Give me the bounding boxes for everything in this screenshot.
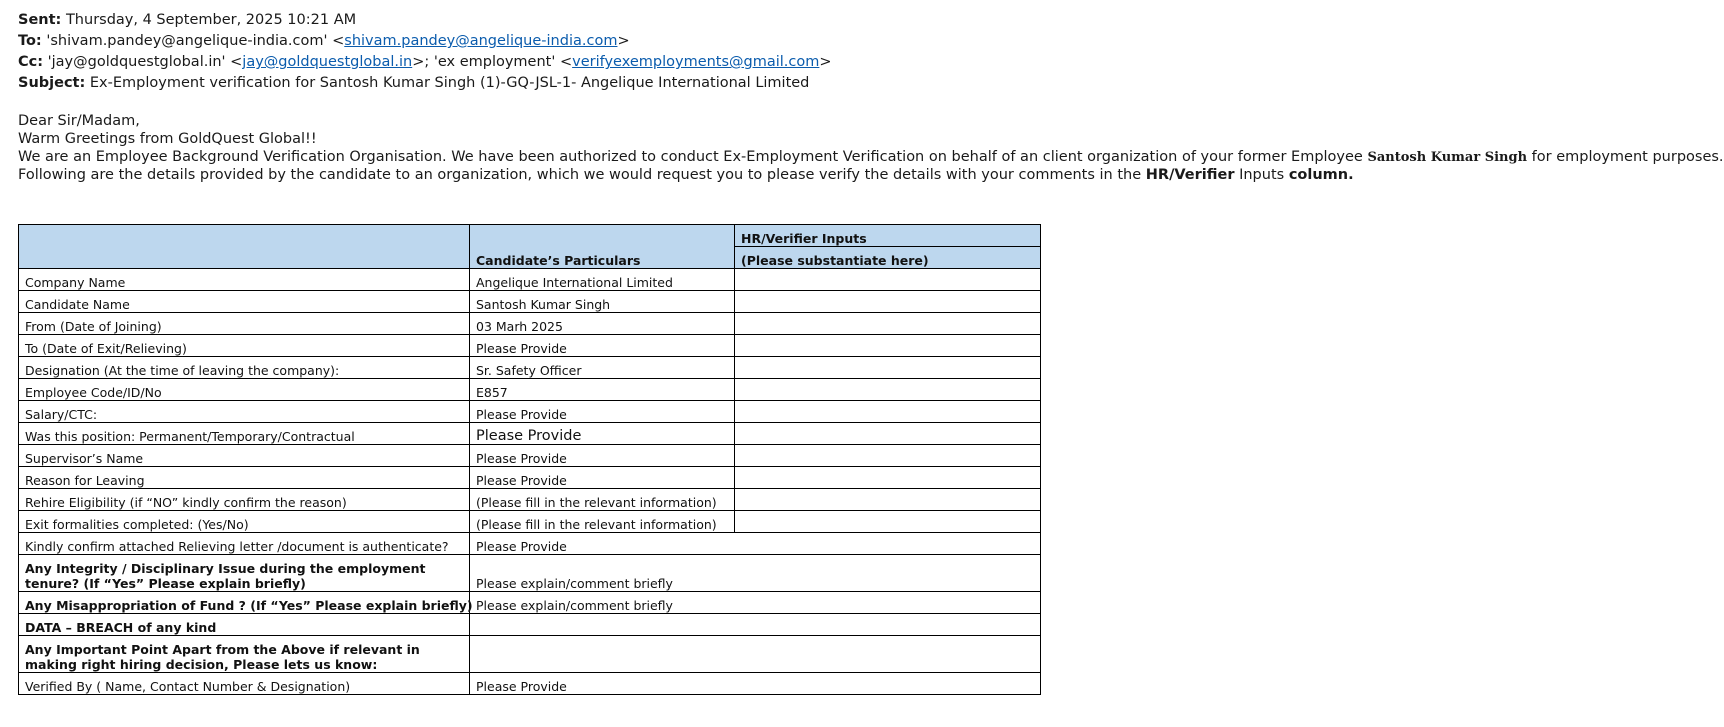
to-email-link[interactable]: shivam.pandey@angelique-india.com [344, 33, 618, 49]
verifier-input-cell[interactable] [735, 291, 1041, 313]
row-value: (Please fill in the relevant information) [470, 489, 735, 511]
table-row [19, 636, 1041, 673]
row-value[interactable] [470, 636, 1041, 673]
subject-label: Subject: [18, 75, 86, 91]
greetings-line: Warm Greetings from GoldQuest Global!! [18, 131, 317, 147]
verification-table [18, 224, 1041, 695]
row-value: Angelique International Limited [470, 269, 735, 291]
row-label: Designation (At the time of leaving the company): [19, 357, 470, 379]
table-row [19, 357, 1041, 379]
verifier-input-cell[interactable] [735, 489, 1041, 511]
header-hr-verifier-inputs: HR/Verifier Inputs [735, 225, 1041, 247]
row-label: Any Integrity / Disciplinary Issue during the employment tenure? (If “Yes” Please explain briefly) [19, 555, 470, 592]
verifier-input-cell[interactable] [735, 379, 1041, 401]
subject-value: Ex-Employment verification for Santosh Kumar Singh (1)-GQ-JSL-1- Angelique International Limited [89, 75, 810, 91]
verifier-input-cell[interactable] [735, 511, 1041, 533]
to-close: > [617, 33, 630, 49]
row-value: Santosh Kumar Singh [470, 291, 735, 313]
table-row [19, 614, 1041, 636]
verifier-input-cell[interactable] [735, 467, 1041, 489]
header-substantiate: (Please substantiate here) [735, 247, 1041, 269]
table-header-row-1 [19, 225, 1041, 247]
row-label: DATA – BREACH of any kind [19, 614, 470, 636]
table-row [19, 445, 1041, 467]
row-label: Was this position: Permanent/Temporary/Contractual [19, 423, 470, 445]
hr-verifier-text: HR/Verifier [1145, 167, 1235, 183]
verifier-input-cell[interactable] [735, 269, 1041, 291]
verifier-input-cell[interactable] [735, 335, 1041, 357]
cc-email-link-2[interactable]: verifyexemployments@gmail.com [572, 54, 820, 70]
table-row [19, 489, 1041, 511]
sent-line [18, 10, 832, 31]
greeting: Dear Sir/Madam, [18, 113, 140, 129]
para2-text: Following are the details provided by the candidate to an organization, which we would request you to please verify the details with your comments in the [18, 167, 1146, 183]
row-label: Any Important Point Apart from the Above if relevant in making right hiring decision, Please lets us know: [19, 636, 470, 673]
subject-line [18, 73, 832, 94]
row-value: Please Provide [470, 445, 735, 467]
row-value: Please Provide [470, 423, 735, 445]
candidate-name: Santosh Kumar Singh [1367, 150, 1528, 165]
row-label: Verified By ( Name, Contact Number & Designation) [19, 673, 470, 695]
table-row [19, 379, 1041, 401]
header-candidate-particulars: Candidate’s Particulars [470, 225, 735, 269]
header-empty-cell [19, 225, 470, 269]
verifier-input-cell[interactable] [735, 313, 1041, 335]
table-row [19, 555, 1041, 592]
row-value: Please Provide [470, 335, 735, 357]
row-value: Please Provide [470, 467, 735, 489]
cc-mid: >; 'ex employment' < [412, 54, 573, 70]
row-label: Exit formalities completed: (Yes/No) [19, 511, 470, 533]
to-label: To: [18, 33, 42, 49]
row-value[interactable]: Please Provide [470, 673, 1041, 695]
row-value[interactable]: Please explain/comment briefly [470, 555, 1041, 592]
cc-email-link-1[interactable]: jay@goldquestglobal.in [242, 54, 413, 70]
cc-label: Cc: [18, 54, 44, 70]
table-row [19, 269, 1041, 291]
cc-close: > [819, 54, 832, 70]
row-label: Supervisor’s Name [19, 445, 470, 467]
row-value[interactable]: Please explain/comment briefly [470, 592, 1041, 614]
row-label: To (Date of Exit/Relieving) [19, 335, 470, 357]
email-body [18, 112, 1724, 184]
row-label: Company Name [19, 269, 470, 291]
column-text: column. [1288, 167, 1354, 183]
row-value: 03 Marh 2025 [470, 313, 735, 335]
para1-text: We are an Employee Background Verification Organisation. We have been authorized to conduct Ex-Employment Verification on behalf of an client organization of your former Employee [18, 149, 1368, 165]
row-value[interactable] [470, 614, 1041, 636]
sent-value: Thursday, 4 September, 2025 10:21 AM [65, 12, 357, 28]
row-value: Please Provide [470, 401, 735, 423]
inputs-text: Inputs [1234, 167, 1289, 183]
email-header [18, 10, 832, 94]
table-row [19, 291, 1041, 313]
row-label: Employee Code/ID/No [19, 379, 470, 401]
row-label: Kindly confirm attached Relieving letter /document is authenticate? [19, 533, 470, 555]
paragraph-1 [18, 148, 1724, 166]
to-line [18, 31, 832, 52]
table-row [19, 313, 1041, 335]
table-row [19, 511, 1041, 533]
row-value[interactable]: Please Provide [470, 533, 1041, 555]
table-row [19, 335, 1041, 357]
row-label: Reason for Leaving [19, 467, 470, 489]
cc-name1: 'jay@goldquestglobal.in' < [47, 54, 243, 70]
verifier-input-cell[interactable] [735, 445, 1041, 467]
row-value: Sr. Safety Officer [470, 357, 735, 379]
verifier-input-cell[interactable] [735, 423, 1041, 445]
paragraph-2 [18, 166, 1724, 184]
table-row [19, 533, 1041, 555]
verifier-input-cell[interactable] [735, 401, 1041, 423]
sent-label: Sent: [18, 12, 62, 28]
table-row [19, 592, 1041, 614]
row-label: Rehire Eligibility (if “NO” kindly confirm the reason) [19, 489, 470, 511]
row-label: From (Date of Joining) [19, 313, 470, 335]
to-name: 'shivam.pandey@angelique-india.com' < [46, 33, 345, 49]
table-row [19, 673, 1041, 695]
table-row [19, 401, 1041, 423]
row-value: (Please fill in the relevant information) [470, 511, 735, 533]
row-label: Any Misappropriation of Fund ? (If “Yes” Please explain briefly) [19, 592, 470, 614]
row-label: Candidate Name [19, 291, 470, 313]
row-value: E857 [470, 379, 735, 401]
table-row [19, 467, 1041, 489]
row-label: Salary/CTC: [19, 401, 470, 423]
verifier-input-cell[interactable] [735, 357, 1041, 379]
cc-line [18, 52, 832, 73]
para1-end: for employment purposes. [1527, 149, 1724, 165]
table-row [19, 423, 1041, 445]
